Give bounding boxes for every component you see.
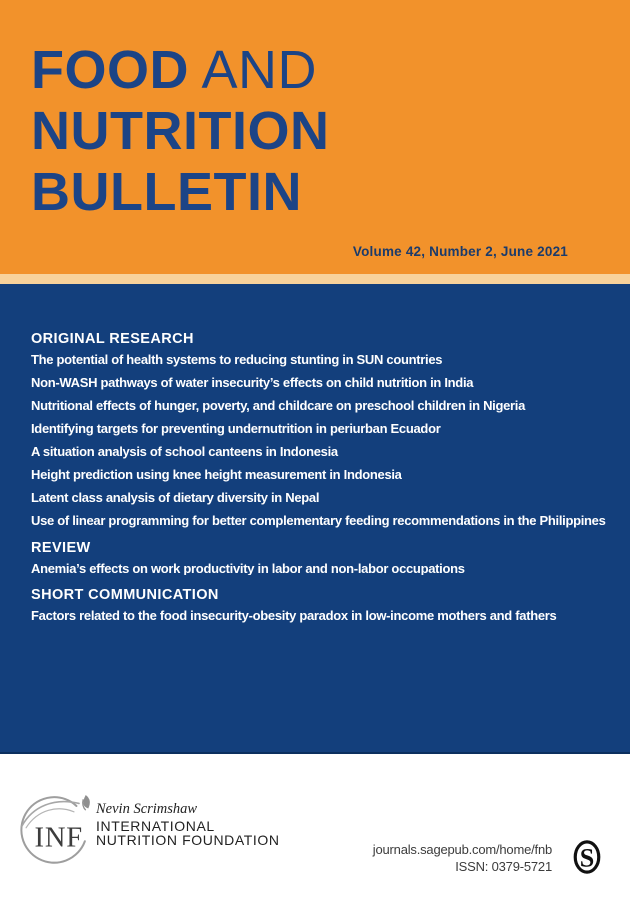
title-line1-light: AND bbox=[189, 40, 318, 100]
article-title: Non-WASH pathways of water insecurity’s effects on child nutrition in India bbox=[31, 377, 474, 390]
inf-foundation-logo-icon bbox=[16, 792, 100, 872]
article-title: Height prediction using knee height measurement in Indonesia bbox=[31, 469, 402, 482]
journal-url: journals.sagepub.com/home/fnb bbox=[372, 842, 552, 857]
issue-info: Volume 42, Number 2, June 2021 bbox=[352, 244, 568, 259]
section-heading: REVIEW bbox=[31, 539, 91, 556]
article-title: Latent class analysis of dietary diversity in Nepal bbox=[31, 492, 320, 505]
accent-stripe bbox=[0, 274, 630, 284]
journal-title bbox=[31, 40, 329, 223]
section-heading: ORIGINAL RESEARCH bbox=[31, 331, 194, 347]
title-line2: NUTRITION bbox=[31, 101, 330, 161]
article-title: A situation analysis of school canteens in Indonesia bbox=[31, 446, 338, 459]
article-title: Use of linear programming for better complementary feeding recommendations in the Philippines bbox=[31, 515, 606, 528]
article-title: The potential of health systems to reducing stunting in SUN countries bbox=[31, 354, 443, 367]
article-title: Identifying targets for preventing undernutrition in periurban Ecuador bbox=[31, 423, 441, 436]
foundation-name-script: Nevin Scrimshaw bbox=[96, 801, 198, 817]
toc-section-original-research bbox=[31, 332, 616, 528]
title-line3: BULLETIN bbox=[31, 162, 302, 222]
sage-publisher-logo-icon bbox=[573, 840, 601, 874]
foundation-name-line2: NUTRITION FOUNDATION bbox=[96, 831, 280, 848]
issn: ISSN: 0379-5721 bbox=[455, 858, 552, 874]
toc-section-review bbox=[31, 541, 616, 576]
toc-section-short-communication bbox=[31, 588, 616, 623]
toc-band bbox=[0, 284, 630, 754]
article-title: Anemia’s effects on work productivity in labor and non-labor occupations bbox=[31, 562, 465, 575]
article-title: Nutritional effects of hunger, poverty, and childcare on preschool children in Nigeria bbox=[31, 400, 526, 413]
footer bbox=[0, 754, 630, 898]
publication-info bbox=[373, 842, 552, 875]
masthead-band bbox=[0, 0, 630, 274]
section-heading: SHORT COMMUNICATION bbox=[31, 587, 219, 603]
inf-monogram: INF bbox=[34, 822, 84, 854]
foundation-name bbox=[96, 802, 280, 846]
article-title: Factors related to the food insecurity-obesity paradox in low-income mothers and fathers bbox=[31, 610, 557, 623]
sage-logo-letter: S bbox=[579, 843, 595, 873]
wheat-grain-icon bbox=[83, 795, 90, 810]
title-line1-bold: FOOD bbox=[31, 40, 189, 100]
foundation-name-line1: INTERNATIONAL bbox=[96, 817, 215, 834]
